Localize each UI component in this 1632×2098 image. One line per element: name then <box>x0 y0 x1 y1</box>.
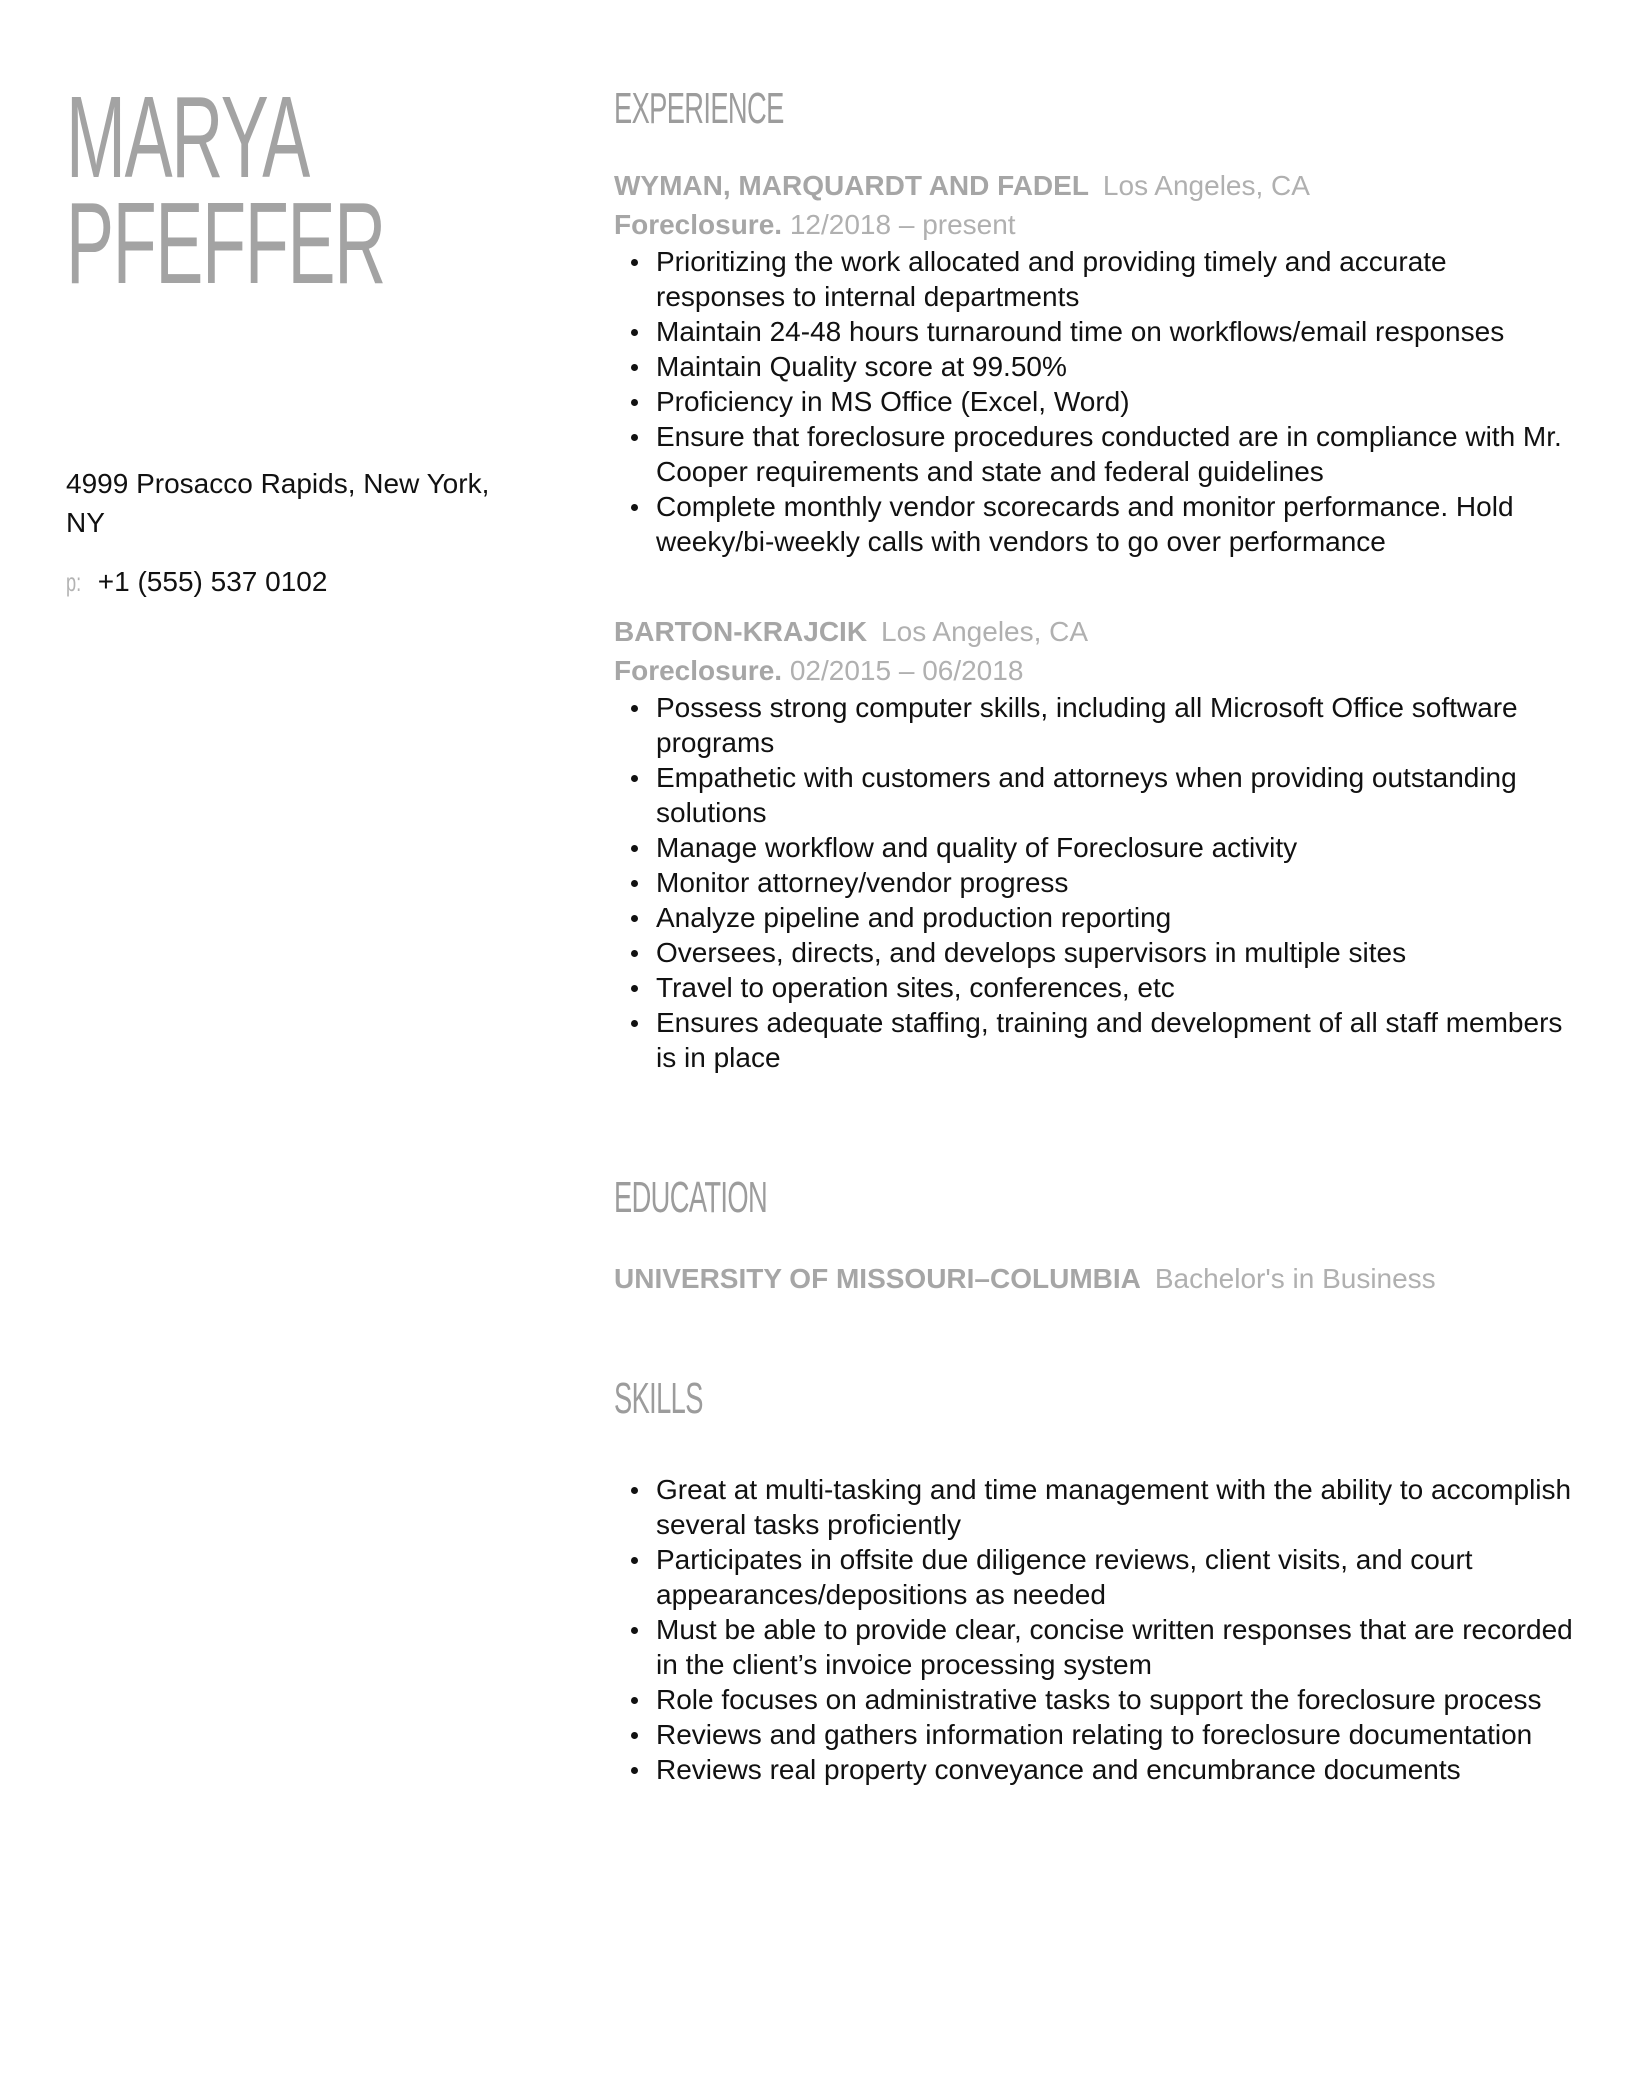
job-entry <box>614 166 1574 559</box>
list-item: Manage workflow and quality of Foreclosure activity <box>614 830 1574 865</box>
list-item: Monitor attorney/vendor progress <box>614 865 1574 900</box>
job-dates: 02/2015 – 06/2018 <box>789 655 1024 686</box>
list-item: Proficiency in MS Office (Excel, Word) <box>614 384 1574 419</box>
list-item: Complete monthly vendor scorecards and monitor performance. Hold weeky/bi-weekly calls with vendors to go over performance <box>614 489 1574 559</box>
list-item: Empathetic with customers and attorneys when providing outstanding solutions <box>614 760 1574 830</box>
list-item: Oversees, directs, and develops supervisors in multiple sites <box>614 935 1574 970</box>
list-item: Travel to operation sites, conferences, etc <box>614 970 1574 1005</box>
list-item: Maintain 24-48 hours turnaround time on workflows/email responses <box>614 314 1574 349</box>
sidebar <box>66 72 536 597</box>
job-bullets <box>614 244 1574 559</box>
job-role: Foreclosure. <box>614 209 783 240</box>
list-item: Reviews real property conveyance and encumbrance documents <box>614 1752 1574 1787</box>
job-entry <box>614 612 1574 1075</box>
role-line <box>614 651 1574 690</box>
first-name: MARYA <box>66 72 309 202</box>
company-name: BARTON-KRAJCIK <box>614 616 868 647</box>
address: 4999 Prosacco Rapids, New York, NY <box>66 468 490 538</box>
list-item: Ensure that foreclosure procedures conducted are in compliance with Mr. Cooper requirements and state and federal guidelines <box>614 419 1574 489</box>
skills-title: SKILLS <box>614 1374 703 1423</box>
role-line <box>614 205 1574 244</box>
job-bullets <box>614 690 1574 1075</box>
job-role: Foreclosure. <box>614 655 783 686</box>
education-entry <box>614 1259 1574 1298</box>
job-header <box>614 166 1574 205</box>
list-item: Prioritizing the work allocated and providing timely and accurate responses to internal departments <box>614 244 1574 314</box>
last-name: PFEFFER <box>66 178 385 308</box>
list-item: Must be able to provide clear, concise written responses that are recorded in the client’s invoice processing system <box>614 1612 1574 1682</box>
degree: Bachelor's in Business <box>1154 1263 1436 1294</box>
list-item: Possess strong computer skills, including all Microsoft Office software programs <box>614 690 1574 760</box>
experience-title: EXPERIENCE <box>614 84 784 133</box>
candidate-name <box>66 72 385 308</box>
list-item: Role focuses on administrative tasks to support the foreclosure process <box>614 1682 1574 1717</box>
education-title: EDUCATION <box>614 1173 768 1222</box>
company-name: WYMAN, MARQUARDT AND FADEL <box>614 170 1089 201</box>
list-item: Great at multi-tasking and time management with the ability to accomplish several tasks proficiently <box>614 1472 1574 1542</box>
job-header <box>614 612 1574 651</box>
list-item: Participates in offsite due diligence reviews, client visits, and court appearances/depositions as needed <box>614 1542 1574 1612</box>
school-name: UNIVERSITY OF MISSOURI–COLUMBIA <box>614 1263 1141 1294</box>
education-section <box>614 1173 1574 1298</box>
list-item: Ensures adequate staffing, training and development of all staff members is in place <box>614 1005 1574 1075</box>
list-item: Reviews and gathers information relating to foreclosure documentation <box>614 1717 1574 1752</box>
main-content <box>614 84 1574 1787</box>
job-dates: 12/2018 – present <box>789 209 1016 240</box>
phone-line <box>66 562 327 602</box>
job-location: Los Angeles, CA <box>881 616 1089 647</box>
job-location: Los Angeles, CA <box>1102 170 1310 201</box>
phone-number: +1 (555) 537 0102 <box>97 566 328 597</box>
skills-section <box>614 1374 1574 1787</box>
skills-list <box>614 1472 1574 1787</box>
phone-label: p: <box>66 567 82 597</box>
list-item: Analyze pipeline and production reporting <box>614 900 1574 935</box>
list-item: Maintain Quality score at 99.50% <box>614 349 1574 384</box>
experience-section <box>614 84 1574 1075</box>
